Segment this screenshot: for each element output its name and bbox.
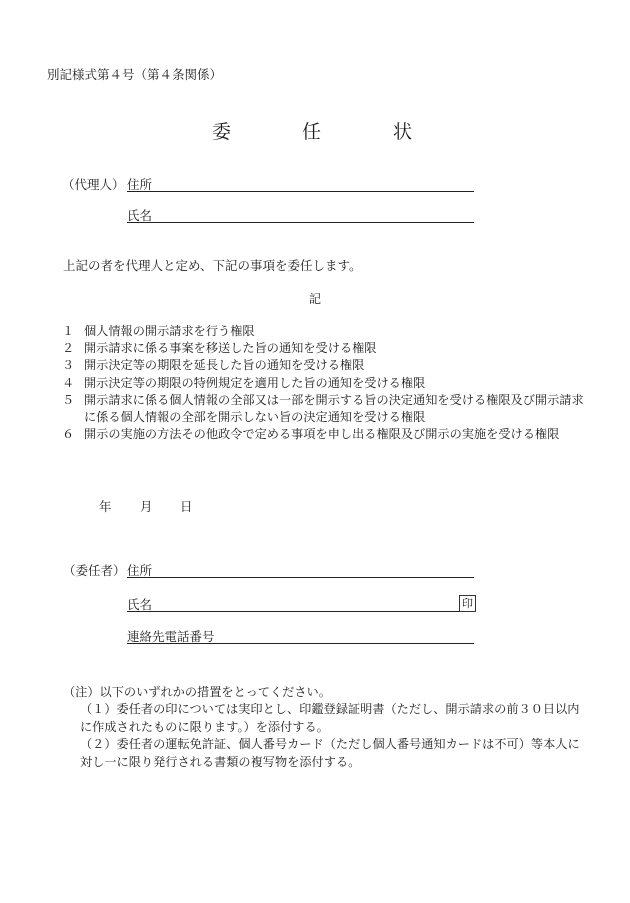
principal-address-label: 住所 xyxy=(127,563,153,578)
principal-address-field[interactable] xyxy=(127,561,474,578)
date-month: 月 xyxy=(140,499,153,514)
item-text: 開示請求に係る事案を移送した旨の通知を受ける権限 xyxy=(84,341,377,356)
principal-phone-field[interactable] xyxy=(127,627,474,644)
list-item xyxy=(62,426,592,443)
item-number: ３ xyxy=(62,358,75,373)
notes-intro: （注）以下のいずれかの措置をとってください。 xyxy=(63,685,331,699)
date-day: 日 xyxy=(180,499,193,514)
item-text: 開示決定等の期限の特例規定を適用した旨の通知を受ける権限 xyxy=(84,375,426,390)
agent-name-field[interactable] xyxy=(127,206,474,223)
ki-heading: 記 xyxy=(309,292,322,306)
agent-name-label: 氏名 xyxy=(127,208,153,223)
principal-name-field[interactable] xyxy=(127,595,474,612)
item-number: ６ xyxy=(62,427,75,442)
principal-label: （委任者） xyxy=(63,563,126,578)
list-item xyxy=(62,392,592,426)
item-text: 開示の実施の方法その他政令で定める事項を申し出る権限及び開示の実施を受ける権限 xyxy=(84,427,560,442)
item-number: １ xyxy=(62,324,75,338)
list-item xyxy=(62,340,592,357)
item-number: ４ xyxy=(62,375,75,390)
agent-address-field[interactable] xyxy=(127,175,474,192)
agent-label: （代理人） xyxy=(62,177,125,192)
item-number: ２ xyxy=(62,341,75,356)
principal-name-label: 氏名 xyxy=(127,597,153,612)
agent-address-label: 住所 xyxy=(127,177,153,192)
list-item xyxy=(62,375,592,392)
item-text: 開示請求に係る個人情報の全部又は一部を開示する旨の決定通知を受ける権限及び開示請求に係る個人情報の全部を開示しない旨の決定通知を受ける権限 xyxy=(84,392,584,425)
principal-phone-label: 連絡先電話番号 xyxy=(127,629,215,644)
item-text: 開示決定等の期限を延長した旨の通知を受ける権限 xyxy=(84,358,365,373)
form-number: 別記様式第４号（第４条関係） xyxy=(47,67,223,82)
note-item-2: （２）委任者の運転免許証、個人番号カード（ただし個人番号通知カードは不可）等本人に対し一に限り発行される書類の複写物を添付する。 xyxy=(80,737,580,769)
item-number: ５ xyxy=(62,392,75,407)
item-text: 個人情報の開示請求を行う権限 xyxy=(84,324,255,338)
list-item xyxy=(62,323,592,340)
title-char-2: 任 xyxy=(302,121,322,143)
seal-mark: 印 xyxy=(459,595,476,612)
title-char-1: 委 xyxy=(212,121,232,143)
list-item xyxy=(62,357,592,374)
note-item-1: （１）委任者の印については実印とし、印鑑登録証明書（ただし、開示請求の前３０日以内に作成されたものに限ります。）を添付する。 xyxy=(80,702,580,734)
title-char-3: 状 xyxy=(393,121,413,143)
date-year: 年 xyxy=(99,499,112,514)
delegation-statement: 上記の者を代理人と定め、下記の事項を委任します。 xyxy=(63,258,362,273)
authority-list xyxy=(62,323,592,443)
